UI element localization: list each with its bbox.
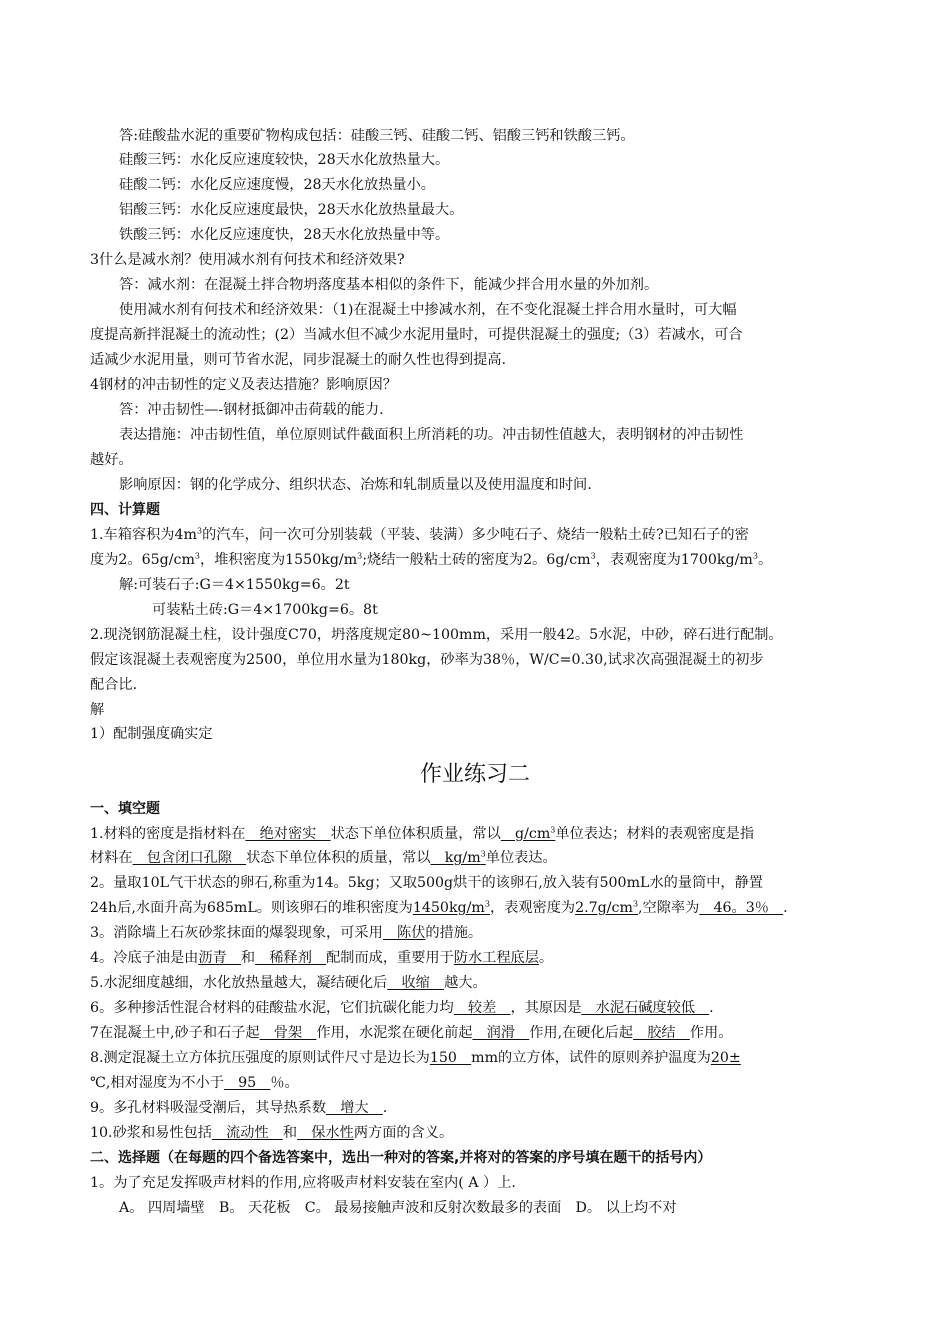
fill-question: 3。消除墙上石灰砂浆抹面的爆裂现象，可采用 陈伏的措施。 [90,925,483,941]
fill-question: 1.材料的密度是指材料在 绝对密实 状态下单位体积质量，常以 $g/cm^3$单位表达；材料的表观密度是指 [90,825,755,842]
fill-question: 9。多孔材料吸湿受潮后，其导热系数 增大 . [90,1100,388,1116]
fill-question: 8.测定混凝土立方体抗压强度的原则试件尺寸是边长为150 mm的立方体，试件的原则养护温度为20± [90,1050,741,1066]
solution-line: 可装粘土砖:G＝4×1700kg=6。8t [152,602,378,618]
answer-line: 适减少水泥用量，则可节省水泥，同步混凝土的耐久性也得到提高. [90,352,506,368]
section-heading: 二、选择题（在每题的四个备选答案中，选出一种对的答案,并将对的答案的序号填在题干的括号内） [90,1150,712,1166]
choice-question: 1。为了充足发挥吸声材料的作用,应将吸声材料安装在室内( A ）上. [90,1175,516,1191]
answer-line: 铁酸三钙：水化反应速度快，28天水化放热量中等。 [119,227,450,243]
solution-line: 解 [90,702,105,718]
question-line: 2.现浇钢筋混凝土柱，设计强度C70，坍落度规定80~100mm，采用一般42。5水泥，中砂，碎石进行配制。 [90,627,783,643]
answer-line: 答：减水剂：在混凝土拌合物坍落度基本相似的条件下，能减少拌合用水量的外加剂。 [119,277,659,293]
blank-answer: 46。3％ [699,900,784,916]
answer-line: 使用减水剂有何技术和经济效果：（1)在混凝土中掺减水剂，在不变化混凝土拌合用水量时，可大幅 [119,302,737,318]
fill-question: 5.水泥细度越细，水化放热量越大，凝结硬化后 收缩 越大。 [90,975,487,991]
blank-answer: $2.7g/cm^3$ [575,899,639,916]
question-line: 配合比. [90,677,138,693]
question-line: 假定该混凝土表观密度为2500，单位用水量为180kg，砂率为38％，W/C=0.30,试求次高强混凝土的初步 [90,652,764,668]
solution-line: 解:可装石子:G＝4×1550kg=6。2t [119,577,350,593]
section-heading: 四、计算题 [90,502,160,518]
blank-answer: 保水性 [297,1125,354,1141]
answer-line: 硅酸三钙：水化反应速度较快，28天水化放热量大。 [119,152,450,168]
answer-line: 硅酸二钙：水化反应速度慢，28天水化放热量小。 [119,177,435,193]
blank-answer: 防水工程底层 [453,950,539,966]
fill-question: 材料在 包含闭口孔隙 状态下单位体积的质量，常以 $kg/m^3$单位表达。 [90,849,557,866]
answer-line: 铝酸三钙：水化反应速度最快，28天水化放热量最大。 [119,202,464,218]
blank-answer: 较差 [453,1000,511,1016]
question-line: 4钢材的冲击韧性的定义及表达措施？影响原因？ [90,377,397,393]
blank-answer: 增大 [326,1100,383,1116]
fill-question: 24h后,水面升高为685mL。则该卵石的堆积密度为$1450kg/m^3$，表观密度为$2.7g/cm^3$,空隙率为 46。3％ . [90,899,788,916]
fill-question: 2。量取10L气干状态的卵石,称重为14。5kg；又取500g烘干的该卵石,放入装有500mL水的量筒中，静置 [90,875,763,891]
blank-answer: 150 [429,1050,472,1066]
answer-line: 答:硅酸盐水泥的重要矿物构成包括：硅酸三钙、硅酸二钙、铝酸三钙和铁酸三钙。 [119,128,635,144]
blank-answer: 水泥石碱度较低 [581,1000,710,1016]
section-heading: 一、填空题 [90,801,160,817]
question-line: 3什么是减水剂？使用减水剂有何技术和经济效果? [90,252,405,268]
fill-question: ℃,相对湿度为不小于 95 ％。 [90,1075,299,1091]
fill-question: 10.砂浆和易性包括 流动性 和 保水性两方面的含义。 [90,1125,454,1141]
page-title: 作业练习二 [419,762,530,787]
blank-answer: 95 [223,1075,271,1091]
blank-answer: 沥青 [198,950,241,966]
blank-answer: 收缩 [387,975,445,991]
blank-answer: 骨架 [259,1025,317,1041]
blank-answer: 稀释剂 [255,950,327,966]
answer-line: 答：冲击韧性—-钢材抵御冲击荷载的能力. [119,402,384,418]
blank-answer: 20± [710,1050,741,1066]
answer-line: 影响原因：钢的化学成分、组织状态、冶炼和轧制质量以及使用温度和时间. [119,477,592,493]
solution-line: 1）配制强度确实定 [90,726,213,742]
blank-answer: 胶结 [633,1025,690,1041]
blank-answer: 绝对密实 [245,826,331,842]
question-line: 度为2。$65g/cm^3$，堆积密度为$1550kg/m^3$;烧结一般粘土砖的密度为2。$6g/cm^3$，表观密度为$1700kg/m^3$。 [90,551,773,568]
blank-answer: $g/cm^3$ [500,825,556,842]
answer-line: 表达措施：冲击韧性值，单位原则试件截面积上所消耗的功。冲击韧性值越大，表明钢材的冲击韧性 [119,427,744,443]
blank-answer: $kg/m^3$ [430,849,486,866]
question-line: 1.车箱容积为$4m^3$的汽车，问一次可分别装载（平装、装满）多少吨石子、烧结一般粘土砖?已知石子的密 [90,526,749,543]
blank-answer: 陈伏 [382,925,426,941]
choice-options: A。 四周墙壁 B。 天花板 C。 最易接触声波和反射次数最多的表面 D。 以上均不对 [119,1200,677,1216]
answer-line: 度提高新拌混凝土的流动性；(2）当减水但不减少水泥用量时，可提供混凝土的强度;（3）若减水，可合 [90,327,743,343]
blank-answer: $1450kg/m^3$ [412,899,490,916]
fill-question: 7在混凝土中,砂子和石子起 骨架 作用，水泥浆在硬化前起 润滑 作用,在硬化后起 胶结 作用。 [90,1025,733,1041]
blank-answer: 润滑 [472,1025,530,1041]
fill-question: 6。多种掺活性混合材料的硅酸盐水泥，它们抗碳化能力均 较差 ，其原因是 水泥石碱度较低 . [90,1000,714,1016]
answer-line: 越好。 [90,452,133,468]
blank-answer: 流动性 [211,1125,283,1141]
fill-question: 4。冷底子油是由沥青 和 稀释剂 配制而成，重要用于防水工程底层。 [90,950,554,966]
blank-answer: 包含闭口孔隙 [132,850,247,866]
